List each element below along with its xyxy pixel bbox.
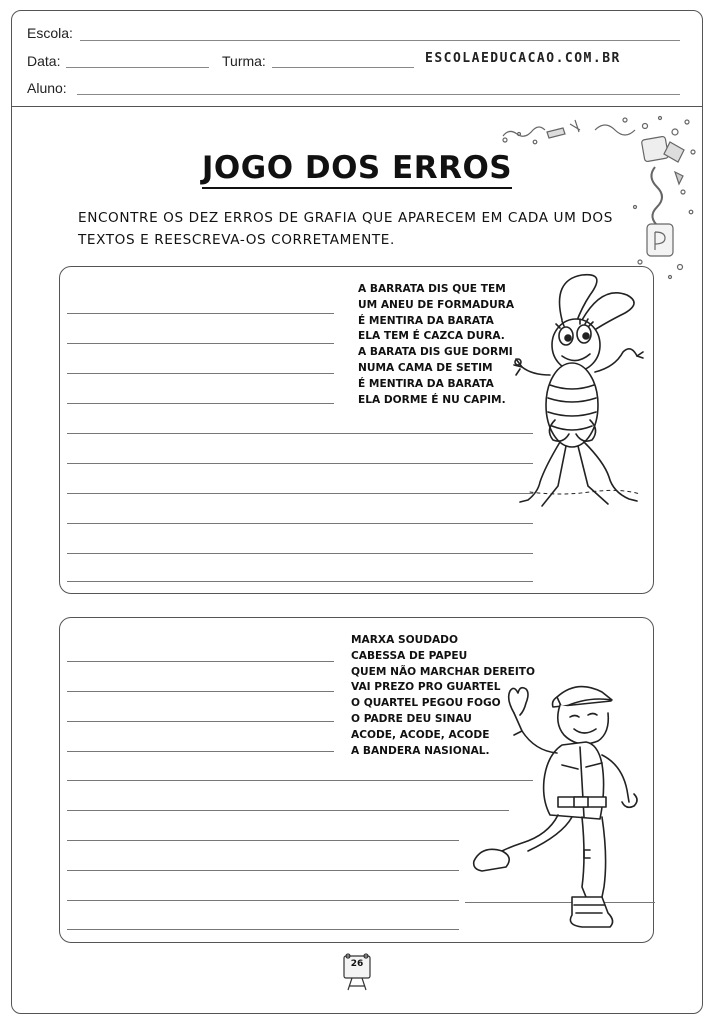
- answer-line[interactable]: [67, 493, 533, 494]
- header-divider: [11, 106, 703, 107]
- poem-line: A BARATA DIS GUE DORMI: [358, 346, 513, 359]
- date-field[interactable]: [66, 67, 209, 68]
- poem-line: QUEM NÃO MARCHAR DEREITO: [351, 665, 536, 678]
- poem-line: É MENTIRA DA BARATA: [358, 314, 494, 327]
- answer-line[interactable]: [67, 661, 334, 662]
- poem-line: É MENTIRA DA BARATA: [358, 377, 494, 390]
- answer-line[interactable]: [67, 751, 334, 752]
- answer-line[interactable]: [67, 870, 459, 871]
- school-label: Escola:: [27, 25, 73, 41]
- answer-line[interactable]: [67, 581, 533, 582]
- answer-line[interactable]: [67, 840, 459, 841]
- poem-line: A BARRATA DIS QUE TEM: [358, 283, 506, 295]
- student-label: Aluno:: [27, 80, 67, 96]
- party-decoration-icon: [495, 112, 700, 282]
- class-label: Turma:: [222, 53, 266, 69]
- class-field[interactable]: [272, 67, 414, 68]
- answer-line[interactable]: [67, 463, 533, 464]
- poem-line: ACODE, ACODE, ACODE: [351, 728, 490, 741]
- poem-line: NUMA CAMA DE SETIM: [358, 361, 493, 374]
- poem-1: [358, 282, 514, 408]
- poem-line: O PADRE DEU SINAU: [351, 712, 472, 725]
- cockroach-illustration-icon: [500, 270, 650, 520]
- answer-line[interactable]: [67, 403, 334, 404]
- answer-line[interactable]: [67, 900, 459, 901]
- school-field[interactable]: [80, 40, 680, 41]
- poem-line: ELA TEM É CAZCA DURA.: [358, 330, 505, 343]
- answer-line[interactable]: [67, 313, 334, 314]
- answer-line[interactable]: [67, 810, 509, 811]
- answer-line[interactable]: [67, 721, 334, 722]
- poem-line: UM ANEU DE FORMADURA: [358, 298, 515, 311]
- student-field[interactable]: [77, 94, 680, 95]
- poem-line: ELA DORME É NU CAPIM.: [358, 393, 506, 406]
- page-number: 26: [350, 959, 364, 969]
- poem-line: VAI PREZO PRO GUARTEL: [351, 681, 501, 694]
- site-url: ESCOLAEDUCACAO.COM.BR: [425, 51, 621, 66]
- poem-line: MARXA SOUDADO: [351, 634, 458, 646]
- poem-line: CABESSA DE PAPEU: [351, 649, 468, 662]
- answer-line[interactable]: [67, 433, 533, 434]
- answer-line[interactable]: [67, 553, 533, 554]
- answer-line[interactable]: [67, 691, 334, 692]
- answer-line[interactable]: [67, 343, 334, 344]
- marching-soldier-illustration-icon: [462, 675, 657, 930]
- page-title: JOGO DOS ERROS: [0, 150, 714, 186]
- poem-line: O QUARTEL PEGOU FOGO: [351, 697, 501, 710]
- instructions-text: ENCONTRE OS DEZ ERROS DE GRAFIA QUE APARECEM EM CADA UM DOS TEXTOS E REESCREVA-OS CORRETAMENTE.: [78, 210, 613, 248]
- answer-line[interactable]: [67, 523, 533, 524]
- answer-line[interactable]: [67, 373, 334, 374]
- answer-line[interactable]: [67, 929, 459, 930]
- date-label: Data:: [27, 53, 61, 69]
- poem-line: A BANDERA NASIONAL.: [351, 744, 490, 757]
